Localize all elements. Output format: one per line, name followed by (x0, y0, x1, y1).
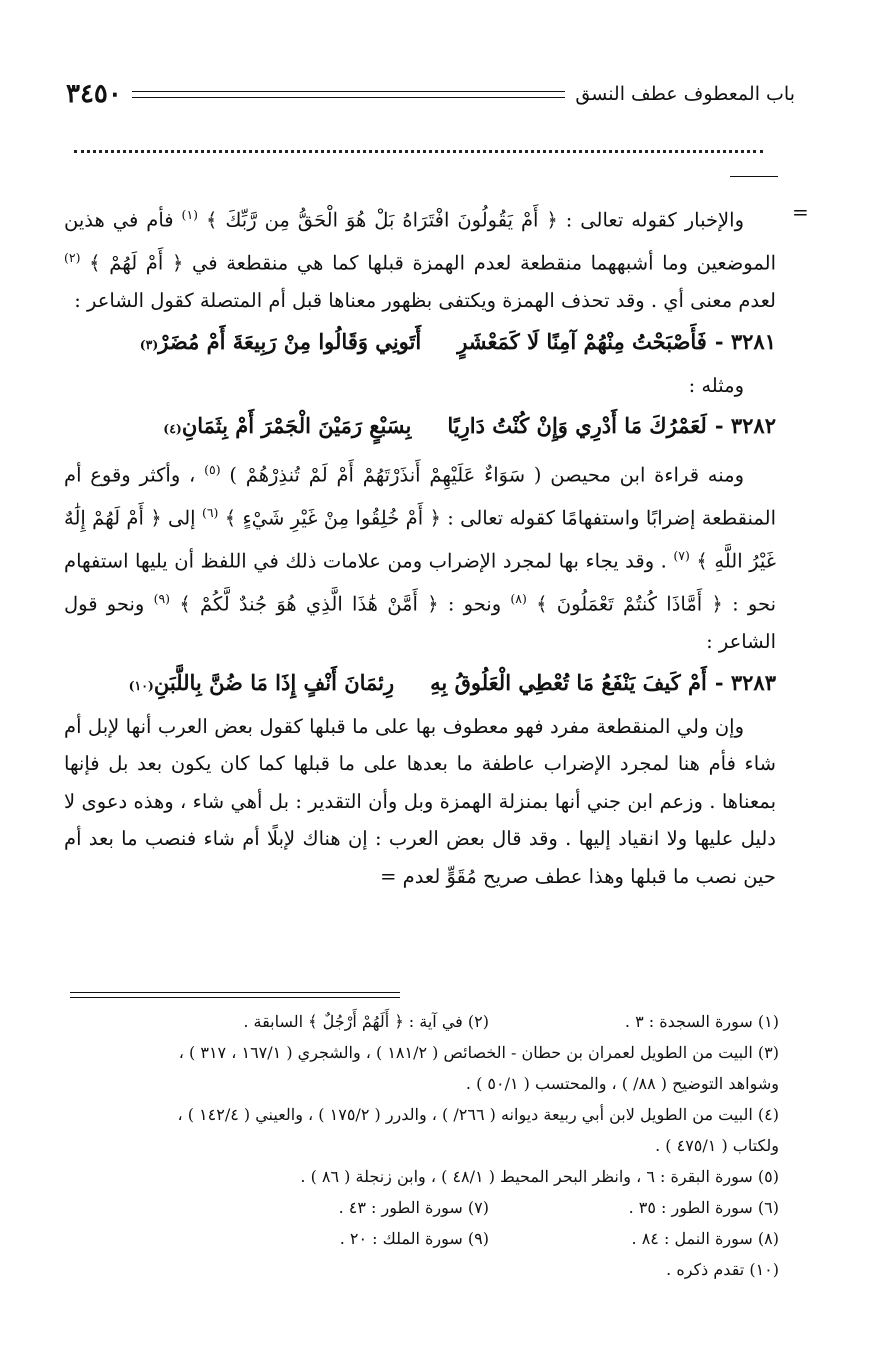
footnote-ref[interactable]: (١٠) (128, 677, 154, 693)
footnote-6: (٦) سورة الطور : ٣٥ . (628, 1198, 779, 1217)
main-text (64, 196, 776, 895)
running-title: باب المعطوف عطف النسق (575, 83, 795, 105)
footnote-ref[interactable]: (٣) (139, 336, 159, 352)
page-header (66, 78, 795, 110)
footnote-ref[interactable]: (٦) (201, 505, 219, 520)
dotted-separator (74, 150, 763, 153)
header-rule (132, 91, 566, 98)
footnote-ref[interactable]: (٥) (204, 462, 221, 477)
footnote-8: (٨) سورة النمل : ٨٤ . (631, 1229, 779, 1248)
paragraph-2 (64, 451, 776, 661)
poem-hemistich-2: أَتَونِي وَقَالُوا مِنْ رَبِيعَةَ أَمْ مُضَرْ (158, 328, 422, 354)
paragraph-1 (64, 196, 776, 320)
footnote-9: (٩) سورة الملك : ٢٠ . (339, 1229, 489, 1248)
text-span: ، وأكثر وقوع أم المنقطعة إضرابًا واستفهامًا كقوله تعالى : ﴿ أَمْ خُلِقُوا مِنْ غَيْرِ شَيْءٍ ﴾ (64, 463, 777, 530)
footnote-7: (٧) سورة الطور : ٤٣ . (338, 1198, 489, 1217)
poem-line-3282 (64, 404, 776, 451)
paragraph-3: وإن ولي المنقطعة مفرد فهو معطوف بها على ما قبلها كقول بعض العرب أنها لإبل أم شاء فأم هنا لمجرد الإضراب عاطفة ما بعدها على ما قبلها كما كان يكون بعد بل فإنها بمعناها . وزعم ابن جني أنها بمنزلة الهمزة وبل وأن التقدير : بل أهي شاء ، وهذه دعوى لا دليل عليها ولا انقياد إليها . وقد قال بعض العرب : إن هناك لإبلًا أم شاء فنصب ما بعد أم حين نصب ما قبلها وهذا عطف صريح مُقَوٍّ لعدم = (64, 714, 776, 888)
text-span: ونحو : ﴿ أَمَّنْ هَٰذَا الَّذِي هُوَ جُندٌ لَّكُمْ ﴾ (179, 592, 502, 616)
continuation-marker: = (792, 200, 809, 224)
footnote-row (60, 1192, 779, 1223)
poem-line-3281 (64, 320, 776, 367)
poem-number: ٣٢٨٢ - (714, 413, 776, 438)
footnote-ref[interactable]: (٤) (163, 421, 182, 436)
poem-line-3283 (64, 661, 776, 708)
text-span: . وقد يجاء بها لمجرد الإضراب ومن علامات ذلك في اللفظ أن يليها استفهام نحو : ﴿ أَمَّاذَا كُنتُمْ تَعْمَلُونَ ﴾ (64, 549, 776, 616)
separator-rule (730, 176, 778, 177)
poem-hemistich-2: بِسَبْعٍ رَمَيْنَ الْجَمْرَ أَمْ بِثَمَانِ (181, 413, 412, 438)
page-number: ٣٤٥٠ (66, 79, 122, 109)
poem-number: ٣٢٨٣ - (714, 669, 776, 695)
text-span: والإخبار كقوله تعالى : ﴿ أَمْ يَقُولُونَ افْتَرَاهُ بَلْ هُوَ الْحَقُّ مِن رَّبِّكَ ﴾ (206, 208, 745, 232)
poem-hemistich-1: أَمْ كَيفَ يَنْفَعُ مَا تُعْطِي الْعَلُوقُ بِهِ (430, 669, 707, 695)
footnote-2: (٢) في آية : ﴿ أَلَهُمْ أَرْجُلٌ ﴾ السابقة . (243, 1012, 489, 1031)
footnote-row (60, 1223, 779, 1254)
poem-hemistich-1: فَأَصْبَحْتُ مِنْهُمْ آمِنًا لَا كَمَعْشَرٍ (457, 328, 707, 354)
footnote-ref[interactable]: (١) (181, 207, 199, 222)
footnote-10: (١٠) تقدم ذكره . (666, 1260, 779, 1279)
footnote-1: (١) سورة السجدة : ٣ . (624, 1012, 779, 1031)
footnote-row (60, 1006, 779, 1037)
text-span: ونحو قول الشاعر : (64, 592, 776, 653)
poem-hemistich-1: لَعَمْرُكَ مَا أَدْرِي وَإِنْ كُنْتُ دَارِيًا (447, 413, 707, 438)
footnote-ref[interactable]: (٢) (64, 250, 81, 265)
footnote-3-line-2: وشواهد التوضيح ( ٨٨/ ) ، والمحتسب ( ٥٠/١ ) . (465, 1074, 779, 1093)
footnotes (60, 1006, 779, 1285)
footnote-4-line-2: ولكتاب ( ٤٧٥/١ ) . (655, 1136, 779, 1155)
poem-number: ٣٢٨١ - (714, 328, 776, 354)
footnote-ref[interactable]: (٨) (510, 591, 527, 606)
footnote-4-line-1: (٤) البيت من الطويل لابن أبي ربيعة ديوانه ( ٢٦٦/ ) ، والدرر ( ١٧٥/٢ ) ، والعيني ( ١٤٢/٤ ) ، (177, 1105, 779, 1124)
text-span: إلى ﴿ أَمْ لَهُمْ إِلَٰهٌ غَيْرُ اللَّهِ ﴾ (64, 506, 776, 573)
footnote-5: (٥) سورة البقرة : ٦ ، وانظر البحر المحيط ( ٤٨/١ ) ، وابن زنجلة ( ٨٦ ) . (300, 1167, 779, 1186)
poem-hemistich-2: رِئمَانَ أَنْفٍ إِذَا مَا ضُنَّ بِاللَّبَنِ (153, 669, 395, 695)
footnote-3-line-1: (٣) البيت من الطويل لعمران بن حطان - الخصائص ( ١٨١/٢ ) ، والشجري ( ١٦٧/١ ، ٣١٧ ) ، (178, 1043, 779, 1062)
footnote-separator (70, 992, 400, 998)
text-span: لعدم معنى أي . وقد تحذف الهمزة ويكتفى بظهور معناها قبل أم المتصلة كقول الشاعر : (74, 289, 776, 312)
text-span: ومنه قراءة ابن محيصن ( سَوَاءٌ عَلَيْهِمْ أَنذَرْتَهُمْ أَمْ لَمْ تُنذِرْهُمْ ) (229, 463, 745, 487)
footnote-ref[interactable]: (٩) (153, 591, 171, 606)
text-span: فأم في هذين الموضعين وما أشبههما منقطعة لعدم الهمزة قبلها كما هي منقطعة في ﴿ أَمْ لَهُمْ ﴾ (64, 208, 777, 275)
footnote-ref[interactable]: (٧) (673, 548, 690, 563)
paragraph-wa-mithluh: ومثله : (688, 373, 744, 397)
